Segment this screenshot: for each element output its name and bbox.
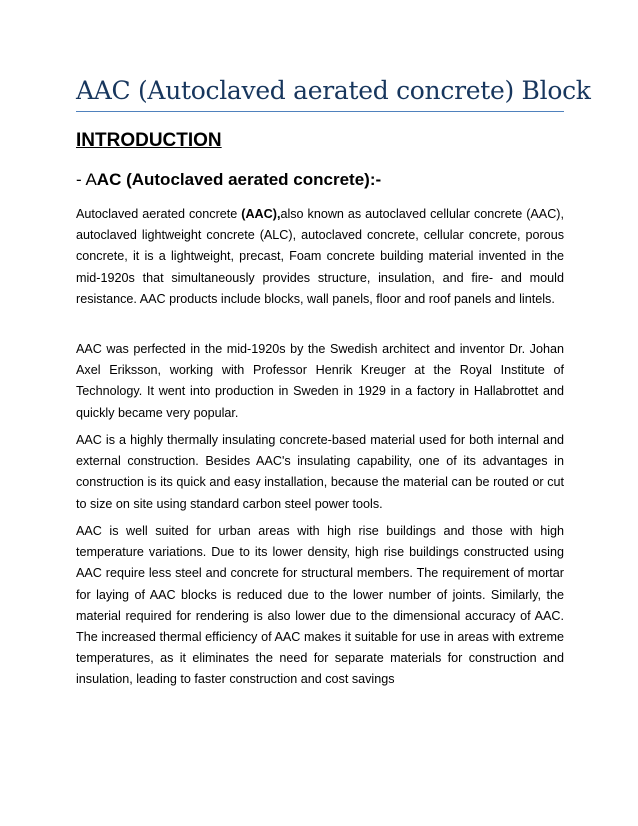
subheading-bold: AC (Autoclaved aerated concrete):-: [96, 170, 382, 189]
section-heading: INTRODUCTION: [76, 130, 222, 151]
subheading-prefix: - A: [76, 170, 97, 189]
paragraph-insulation: AAC is a highly thermally insulating concrete-based material used for both internal and external construction. Besides AAC's insulating capability, one of its advantages in construction is its quick and easy installation, because the material can be routed or cut to size on site using standard carbon steel power tools.: [76, 433, 564, 511]
paragraph-text: also known as autoclaved cellular concrete (AAC), autoclaved lightweight concrete (ALC), autoclaved concrete, cellular concrete, porous concrete, it is a lightweight, precast, Foam concrete building material invented in the mid-1920s that simultaneously provides structure, insulation, and fire- and mould resistance. AAC products include blocks, wall panels, floor and roof panels and lintels.: [76, 207, 564, 306]
title-underline-rule: [76, 111, 564, 112]
paragraph-definition: [76, 204, 564, 310]
paragraph-text: Autoclaved aerated concrete: [76, 207, 242, 221]
paragraph-history: AAC was perfected in the mid-1920s by the Swedish architect and inventor Dr. Johan Axel Eriksson, working with Professor Henrik Kreuger at the Royal Institute of Technology. It went into production in Sweden in 1929 in a factory in Hallabrottet and quickly became very popular.: [76, 342, 564, 420]
subheading: [76, 168, 381, 192]
document-title: AAC (Autoclaved aerated concrete) Block: [76, 76, 591, 105]
paragraph-urban-use: AAC is well suited for urban areas with high rise buildings and those with high temperature variations. Due to its lower density, high rise buildings constructed using AAC require less steel and concrete for structural members. The requirement of mortar for laying of AAC blocks is reduced due to the lower number of joints. Similarly, the material required for rendering is also lower due to the dimensional accuracy of AAC. The increased thermal efficiency of AAC makes it suitable for use in areas with extreme temperatures, as it eliminates the need for separate materials for construction and insulation, leading to faster construction and cost savings: [76, 524, 564, 687]
paragraph-bold-term: (AAC),: [241, 207, 281, 221]
